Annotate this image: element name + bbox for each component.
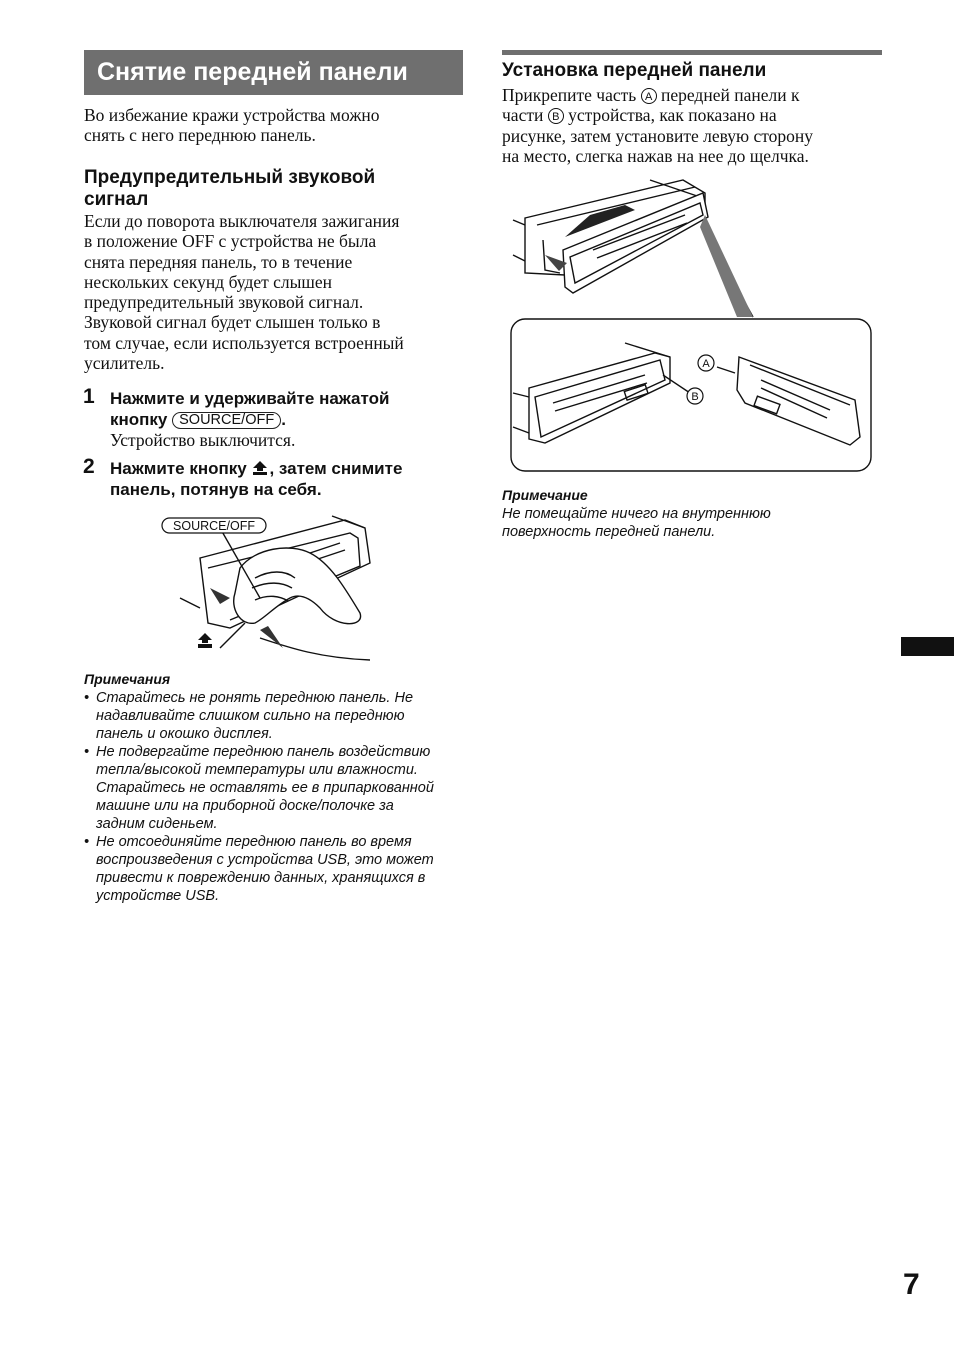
step-2-number: 2 xyxy=(83,455,95,478)
install-note-heading: Примечание xyxy=(502,487,588,503)
section-rule xyxy=(502,50,882,55)
source-off-button-label: SOURCE/OFF xyxy=(172,412,281,429)
note-item: • Не отсоединяйте переднюю панель во время воспроизведения с устройства USB, это может привести к повреждению данных, хранящихся в устройстве USB. xyxy=(84,833,469,905)
intro-paragraph: Во избежание кражи устройства можно снять с него переднюю панель. xyxy=(84,105,380,146)
install-heading: Установка передней панели xyxy=(502,60,767,81)
note-item: • Не подвергайте переднюю панель воздействию тепла/высокой температуры или влажности. Старайтесь не оставлять ее в припаркованной машине или на приборной доске/полочке за задним сиденьем. xyxy=(84,743,469,833)
figure-source-off-label: SOURCE/OFF xyxy=(173,519,255,533)
notes-heading: Примечания xyxy=(84,671,171,687)
release-icon xyxy=(251,460,269,476)
section-title: Снятие передней панели xyxy=(97,58,408,86)
install-paragraph: Прикрепите часть A передней панели к части B устройства, как показано на рисунке, затем установите левую сторону на место, слегка нажав на нее до щелчка. xyxy=(502,85,814,166)
step-1-number: 1 xyxy=(83,385,95,408)
install-note-text: Не помещайте ничего на внутреннюю поверхность передней панели. xyxy=(502,506,771,540)
step-1-result: Устройство выключится. xyxy=(110,430,296,450)
install-panel-illustration xyxy=(505,175,877,475)
alarm-heading: Предупредительный звуковой сигнал xyxy=(84,167,376,210)
marker-a: A xyxy=(641,88,657,104)
remove-panel-illustration xyxy=(160,508,390,663)
alarm-paragraph: Если до поворота выключателя зажигания в положение OFF с устройства не была снята передняя панель, то в течение нескольких секунд будет слышен предупредительный звуковой сигнал. Звуковой сигнал будет слышен только в том случае, если используется встроенный усилитель. xyxy=(84,211,404,374)
step-2-instruction: Нажмите кнопку , затем снимите панель, потянув на себя. xyxy=(110,459,403,499)
figure-release-icon xyxy=(198,633,212,648)
section-tab-marker xyxy=(901,637,954,656)
page-number: 7 xyxy=(903,1268,920,1301)
figure-marker-b: B xyxy=(691,391,699,403)
marker-b: B xyxy=(548,108,564,124)
note-item: • Старайтесь не ронять переднюю панель. Не надавливайте слишком сильно на переднюю панель и окошко дисплея. xyxy=(84,689,469,743)
notes-list xyxy=(84,689,469,905)
section-title-bar xyxy=(84,50,463,95)
step-1-instruction: Нажмите и удерживайте нажатой кнопку SOURCE/OFF . xyxy=(110,389,390,429)
figure-marker-a: A xyxy=(702,358,710,370)
